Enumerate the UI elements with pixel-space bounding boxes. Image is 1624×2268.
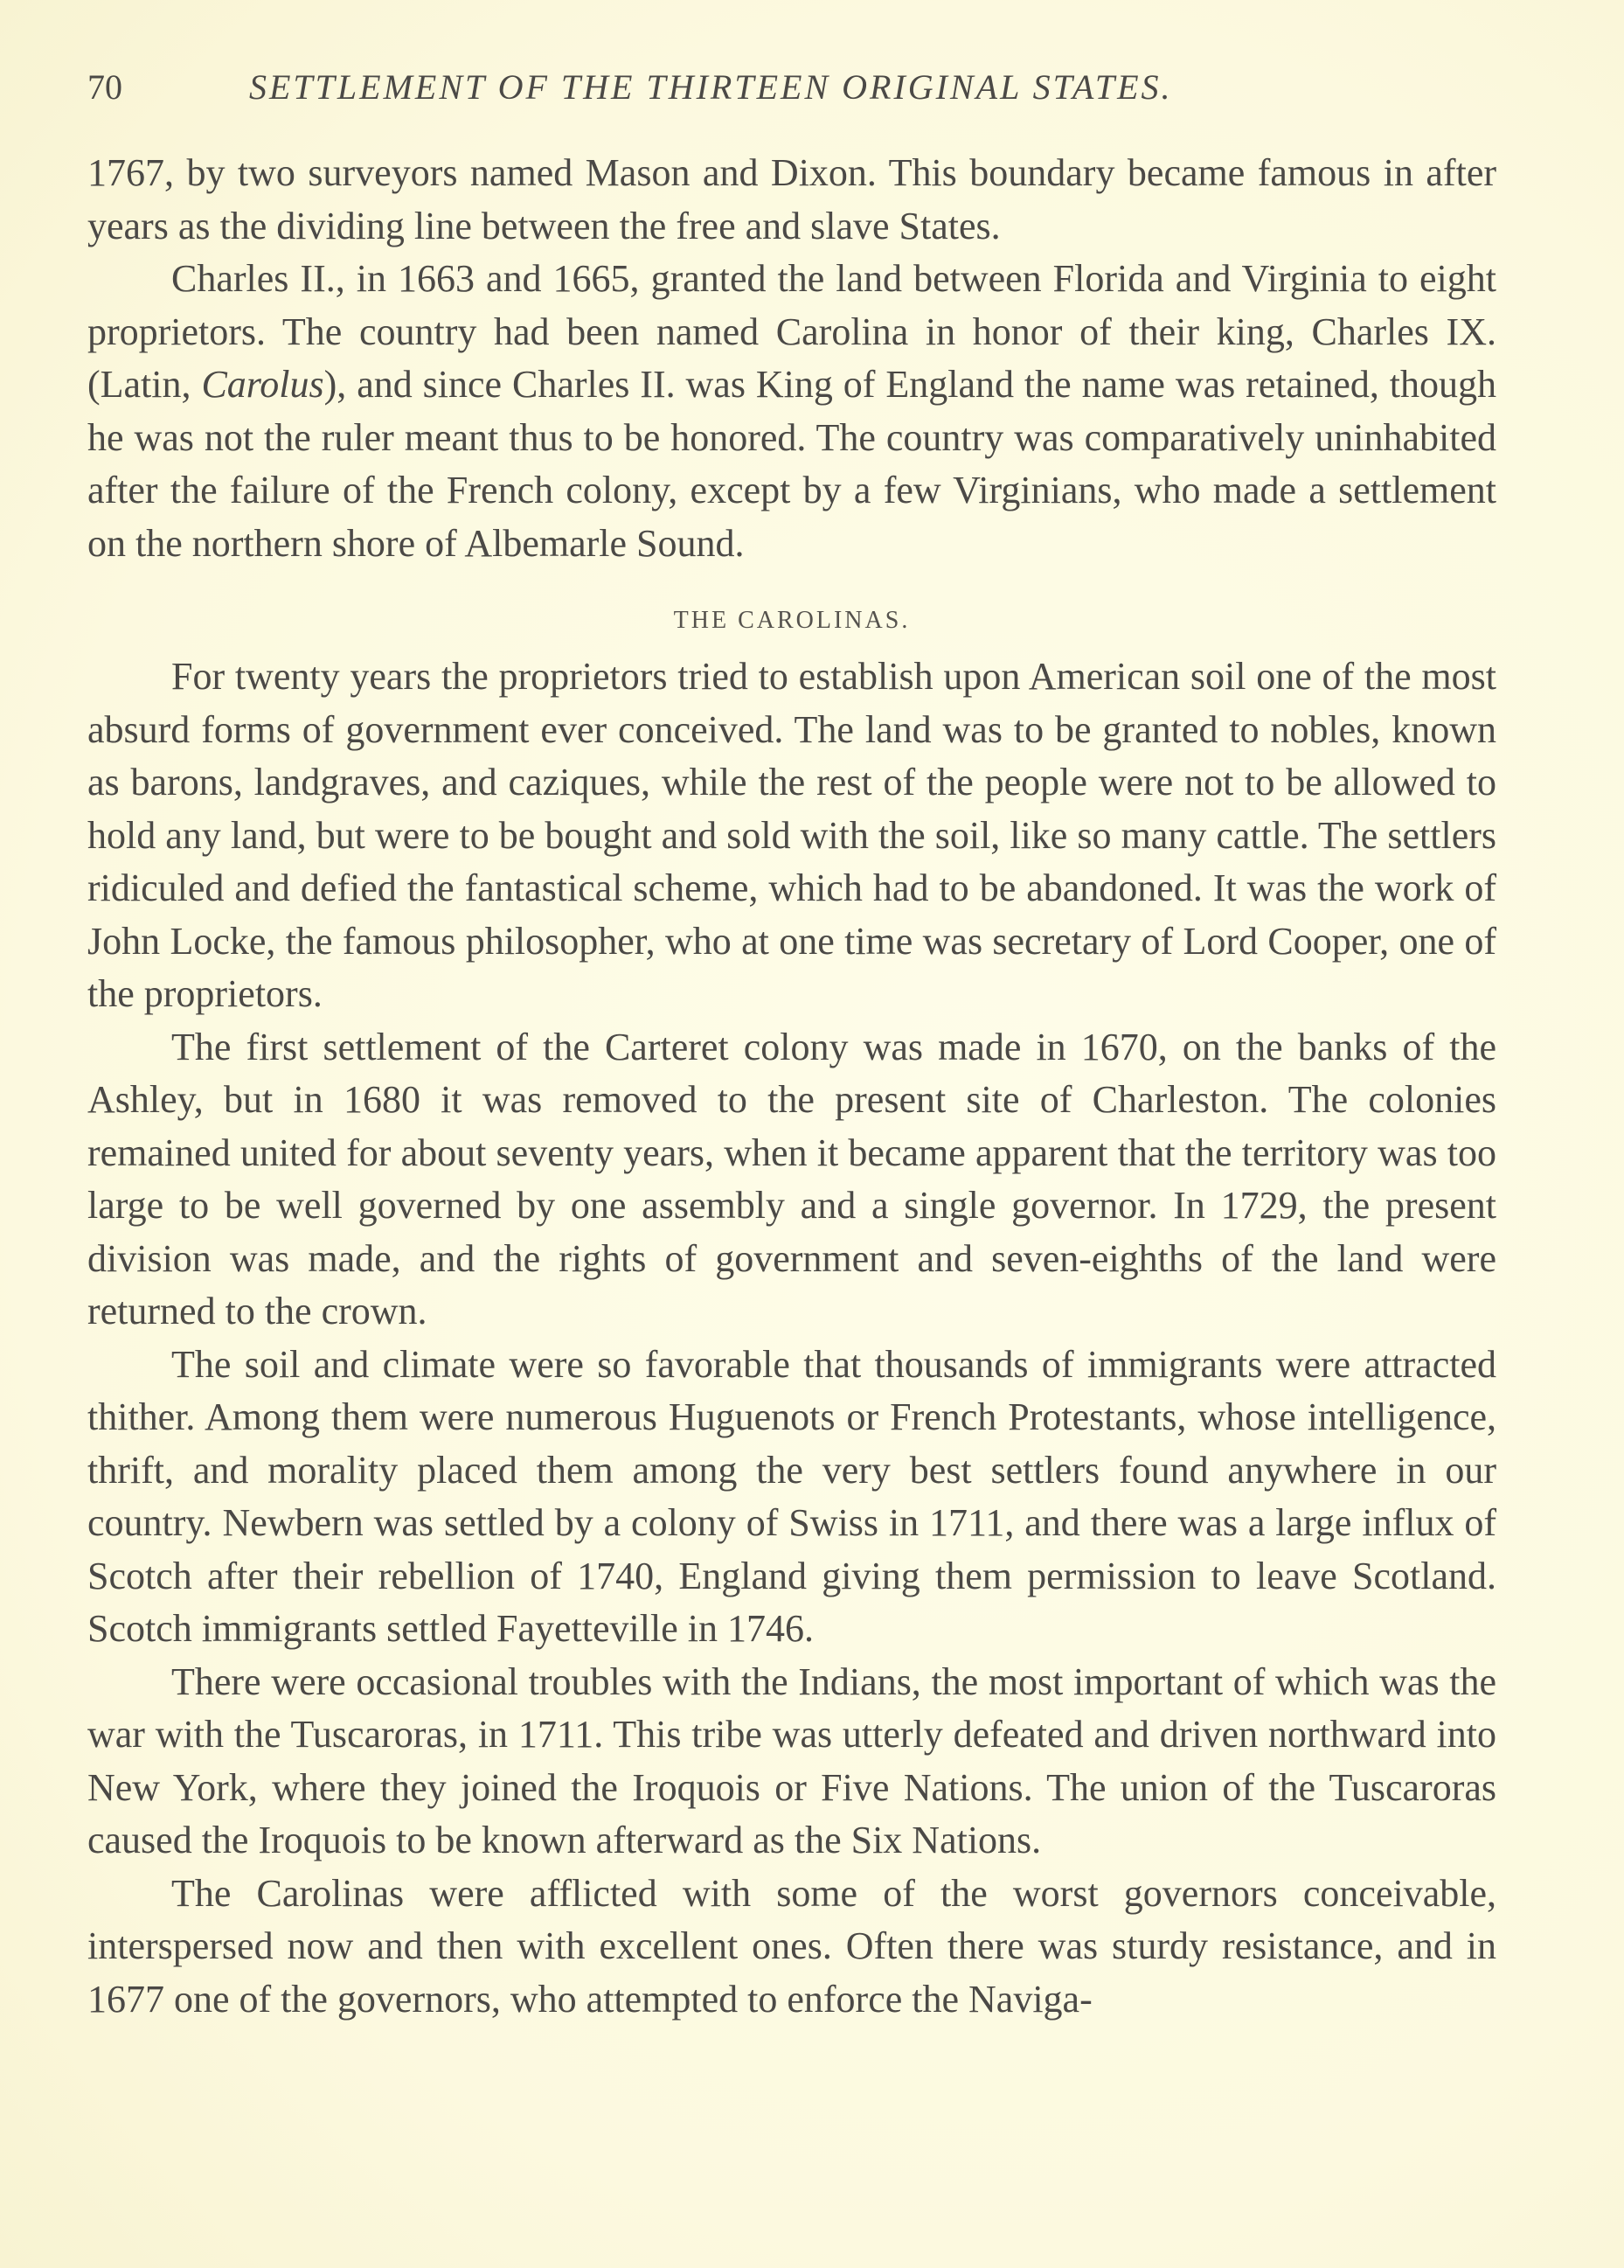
paragraph: There were occasional troubles with the Indians, the most important of which was the war with the Tuscaroras, in 1711. This tribe was utterly defeated and driven northward into New York, where they joined the Iroquois or Five Nations. The union of the Tuscaroras caused the Iroquois to be known afterward as the Six Nations. [87,1659,1496,1861]
paragraph: The first settlement of the Carteret colony was made in 1670, on the banks of the Ashley, but in 1680 it was removed to the present site of Charleston. The colonies remained united for about seventy years, when it became apparent that the territory was too large to be well governed by one assembly and a single governor. In 1729, the present division was made, and the rights of government and seven-eighths of the land were returned to the crown. [87,1025,1496,1332]
section-heading: THE CAROLINAS. [673,607,911,634]
running-head [87,61,1503,114]
page-number: 70 [87,67,122,107]
paragraph: For twenty years the proprietors tried to establish upon American soil one of the most absurd forms of government ever conceived. The land was to be granted to nobles, known as barons, landgraves, and caziques, while the rest of the people were not to be allowed to hold any land, but were to be bought and sold with the soil, like so many cattle. The settlers ridiculed and defied the fantastical scheme, which had to be abandoned. It was the work of John Locke, the famous philosopher, who at one time was secretary of Lord Cooper, one of the proprietors. [87,655,1496,1015]
paragraph: The soil and climate were so favorable that thousands of immigrants were attracted thither. Among them were numerous Huguenots or French Protestants, whose intelligence, thrift, and morality placed them among the very best settlers found anywhere in our country. Newbern was settled by a colony of Swiss in 1711, and there was a large influx of Scotch after their rebellion of 1740, England giving them permission to leave Scotland. Scotch immigrants settled Fayetteville in 1746. [87,1342,1496,1650]
paragraph [87,253,1496,570]
paragraph-text: Charles II., in 1663 and 1665, granted the land between Florida and Virginia to eight proprietors. The country had been named Carolina in honor of their king, Charles IX. (Latin, [87,257,1496,406]
italic-term: Carolus [201,363,324,406]
paragraph-text: ), and since Charles II. was King of England the name was retained, though he was not the ruler meant thus to be honored. The country was comparatively uninhabited after the failure of the French colony, except by a few Virginians, who made a settlement on the northern shore of Albemarle Sound. [87,363,1496,565]
paragraph: 1767, by two surveyors named Mason and Dixon. This boundary became famous in after years as the dividing line between the free and slave States. [87,151,1496,247]
running-title: SETTLEMENT OF THE THIRTEEN ORIGINAL STATES. [249,67,1173,107]
paragraph: The Carolinas were afflicted with some of the worst governors conceivable, interspersed now and then with excellent ones. Often there was sturdy resistance, and in 1677 one of the governors, who attempted to enforce the Naviga- [87,1871,1496,2021]
body-text [87,147,1496,2026]
